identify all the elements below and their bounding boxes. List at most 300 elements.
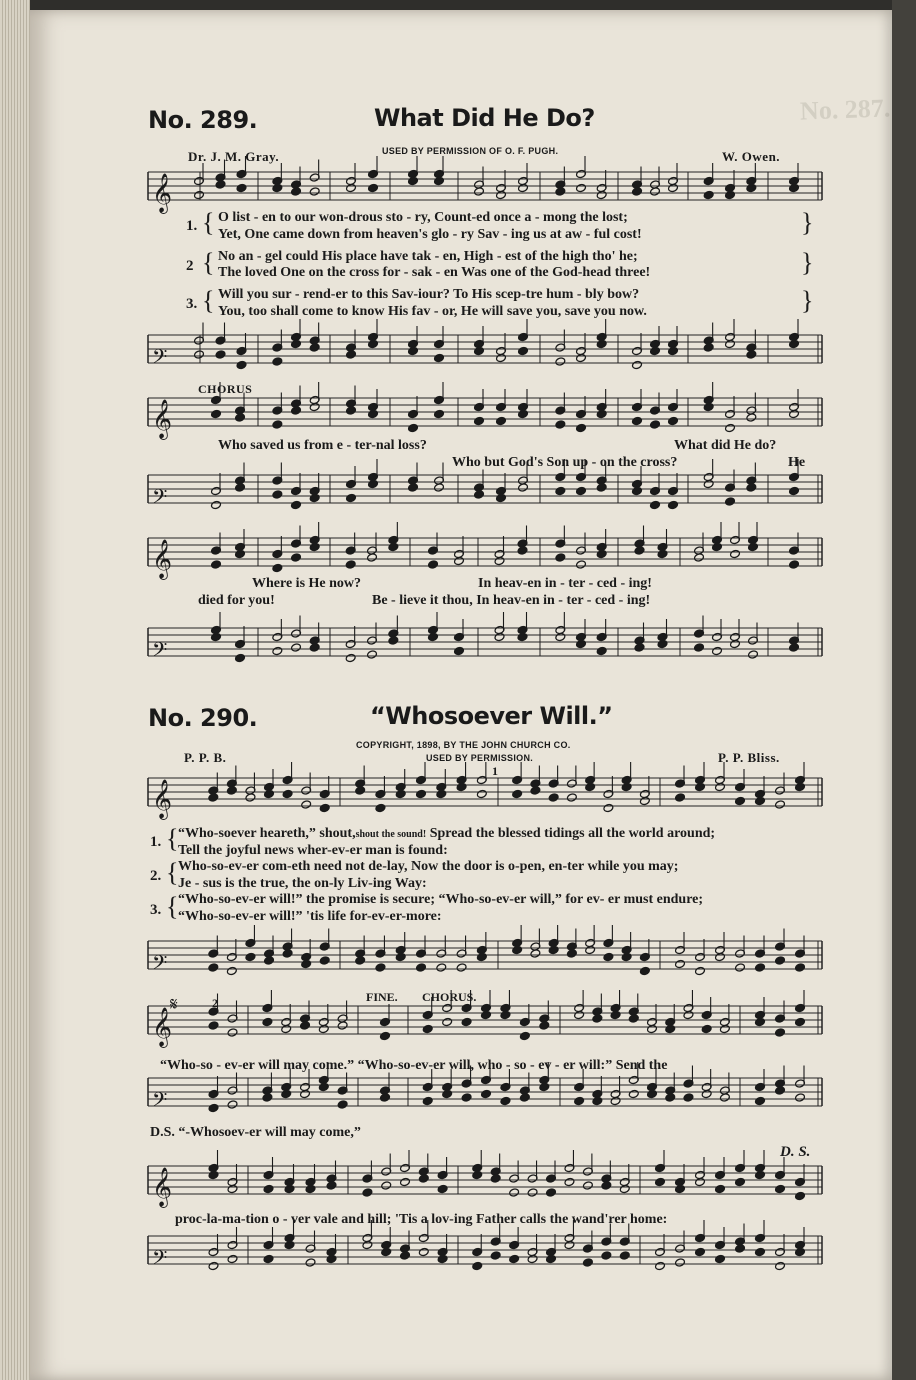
hymn-number: No. 289.: [148, 106, 258, 134]
note-head: [712, 646, 723, 655]
note-head: [362, 1240, 373, 1249]
composer-credit: W. Owen.: [722, 149, 781, 164]
note-head: [395, 789, 406, 798]
note-head: [509, 1254, 520, 1263]
hymn-title: “Whosoever Will.”: [370, 702, 613, 730]
note-head: [719, 1093, 730, 1102]
note-head: [309, 493, 320, 502]
note-head: [400, 1177, 411, 1186]
chorus-lyric: “Who-so - ev-er will may come.” “Who-so-ev-er will, who - so - ev - er will:” Send the: [160, 1058, 668, 1073]
note-head: [775, 1184, 786, 1193]
note-head: [380, 1093, 391, 1102]
note-head: [610, 1010, 621, 1019]
note-head: [683, 1010, 694, 1019]
note-head: [715, 782, 726, 791]
verse-brace: }: [801, 208, 814, 237]
note-head: [695, 1177, 706, 1186]
note-head: [789, 183, 800, 192]
verse-brace: {: [202, 208, 215, 237]
note-head: [576, 639, 587, 648]
note-head: [456, 782, 467, 791]
note-head: [472, 1261, 483, 1270]
note-head: [272, 420, 283, 429]
note-head: [368, 479, 379, 488]
note-head: [512, 789, 523, 798]
note-head: [208, 1021, 219, 1030]
note-head: [715, 952, 726, 961]
note-head: [675, 959, 686, 968]
note-head: [235, 549, 246, 558]
note-head: [208, 793, 219, 802]
note-head: [496, 493, 507, 502]
verse-brace: {: [166, 824, 179, 853]
note-head: [235, 483, 246, 492]
note-head: [703, 190, 714, 199]
note-head: [355, 956, 366, 965]
note-head: [576, 353, 587, 362]
note-head: [585, 782, 596, 791]
note-head: [367, 553, 378, 562]
treble-clef: 𝄞: [152, 539, 173, 579]
note-head: [494, 632, 505, 641]
note-head: [512, 945, 523, 954]
note-head: [281, 1024, 292, 1033]
note-head: [208, 1103, 219, 1112]
chorus-lyric: died for you!: [198, 593, 275, 608]
note-head: [548, 793, 559, 802]
verse-brace: }: [801, 248, 814, 277]
note-head: [725, 497, 736, 506]
note-head: [208, 1170, 219, 1179]
note-head: [795, 1247, 806, 1256]
note-head: [388, 636, 399, 645]
permission-notice: USED BY PERMISSION.: [426, 753, 534, 763]
lyricist-credit: Dr. J. M. Gray.: [188, 149, 280, 164]
note-head: [650, 500, 661, 509]
note-head: [775, 800, 786, 809]
note-head: [582, 1258, 593, 1267]
note-head: [264, 789, 275, 798]
note-head: [748, 650, 759, 659]
segno-sign: 𝄋: [170, 994, 178, 1015]
note-head: [282, 949, 293, 958]
note-head: [408, 423, 419, 432]
note-head: [712, 542, 723, 551]
note-head: [408, 346, 419, 355]
note-head: [675, 1184, 686, 1193]
note-head: [346, 493, 357, 502]
note-head: [632, 486, 643, 495]
note-head: [428, 632, 439, 641]
note-head: [461, 1017, 472, 1026]
chorus-lyric: proc-la-ma-tion o - ver vale and hill; 'Tis a lov-ing Father calls the wand'rer home:: [175, 1212, 668, 1227]
note-head: [345, 560, 356, 569]
note-head: [500, 1096, 511, 1105]
note-head: [668, 183, 679, 192]
note-head: [291, 406, 302, 415]
note-head: [639, 796, 650, 805]
ds-label: D. S.: [780, 1144, 811, 1160]
verse-number: 1.: [150, 834, 162, 850]
note-head: [703, 479, 714, 488]
note-head: [262, 1017, 273, 1026]
note-head: [436, 789, 447, 798]
verse-2-line-2: The loved One on the cross for - sak - en Was one of the God-head three!: [218, 265, 651, 280]
note-head: [454, 646, 465, 655]
note-head: [582, 1181, 593, 1190]
note-head: [775, 956, 786, 965]
note-head: [226, 786, 237, 795]
note-head: [694, 643, 705, 652]
note-head: [576, 560, 587, 569]
first-ending-mark: 1: [492, 764, 498, 778]
note-head: [422, 1096, 433, 1105]
note-head: [211, 500, 222, 509]
note-head: [601, 1181, 612, 1190]
note-head: [755, 963, 766, 972]
note-head: [632, 187, 643, 196]
note-head: [703, 343, 714, 352]
note-head: [566, 949, 577, 958]
treble-clef: 𝄞: [152, 1167, 173, 1207]
note-head: [517, 632, 528, 641]
note-head: [632, 360, 643, 369]
note-head: [496, 353, 507, 362]
note-head: [437, 1254, 448, 1263]
note-head: [346, 350, 357, 359]
note-head: [301, 959, 312, 968]
note-head: [555, 486, 566, 495]
note-head: [301, 800, 312, 809]
note-head: [546, 1188, 557, 1197]
note-head: [226, 966, 237, 975]
note-head: [418, 1174, 429, 1183]
note-head: [434, 483, 445, 492]
note-head: [621, 782, 632, 791]
verse-3-line-2: You, too shall come to know His fav - or, He will save you, save you now.: [218, 304, 647, 319]
note-head: [795, 782, 806, 791]
note-head: [211, 632, 222, 641]
treble-clef: 𝄞: [152, 779, 173, 819]
verse-2-line-1: Who-so-ev-er com-eth need not de-lay, Now the door is o-pen, en-ter while you may;: [178, 859, 679, 874]
note-head: [474, 416, 485, 425]
note-head: [596, 483, 607, 492]
note-head: [474, 187, 485, 196]
note-head: [235, 413, 246, 422]
note-head: [272, 563, 283, 572]
note-head: [518, 346, 529, 355]
note-head: [650, 346, 661, 355]
verse-1-line-1: “Who-soever heareth,” shout,shout the sound! Spread the blessed tidings all the world around;: [178, 826, 716, 841]
note-head: [422, 1024, 433, 1033]
fine-label: FINE.: [366, 990, 398, 1004]
note-head: [655, 1261, 666, 1270]
note-head: [368, 183, 379, 192]
note-head: [262, 1093, 273, 1102]
note-head: [755, 796, 766, 805]
note-head: [546, 1254, 557, 1263]
note-head: [442, 1089, 453, 1098]
note-head: [375, 803, 386, 812]
treble-clef: 𝄞: [152, 1007, 173, 1047]
note-head: [715, 1184, 726, 1193]
note-head: [701, 1089, 712, 1098]
bass-clef: 𝄢: [152, 1088, 168, 1116]
note-head: [519, 1093, 530, 1102]
note-head: [476, 789, 487, 798]
lyricist-credit: P. P. B.: [184, 750, 227, 765]
copyright-notice: COPYRIGHT, 1898, BY THE JOHN CHURCH CO.: [356, 740, 571, 750]
note-head: [574, 1010, 585, 1019]
verse-3-line-1: Will you sur - rend-er to this Sav-iour? To His scep-tre hum - bly bow?: [218, 287, 640, 302]
note-head: [434, 353, 445, 362]
note-head: [657, 549, 668, 558]
note-head: [272, 183, 283, 192]
note-head: [428, 560, 439, 569]
verse-number: 3.: [150, 902, 162, 918]
note-head: [519, 1031, 530, 1040]
note-head: [496, 416, 507, 425]
note-head: [735, 1177, 746, 1186]
note-head: [291, 553, 302, 562]
note-head: [668, 416, 679, 425]
chorus-lyric: Who but God's Son up - on the cross?: [452, 455, 678, 470]
treble-clef: 𝄞: [152, 399, 173, 439]
bass-clef: 𝄢: [152, 345, 168, 373]
note-head: [755, 1247, 766, 1256]
note-head: [337, 1100, 348, 1109]
note-head: [291, 500, 302, 509]
note-head: [442, 1017, 453, 1026]
note-head: [319, 803, 330, 812]
note-head: [494, 556, 505, 565]
note-head: [500, 1010, 511, 1019]
note-head: [474, 346, 485, 355]
note-head: [619, 1251, 630, 1260]
note-head: [305, 1184, 316, 1193]
note-head: [695, 782, 706, 791]
note-head: [388, 542, 399, 551]
note-head: [574, 1096, 585, 1105]
note-head: [730, 639, 741, 648]
note-head: [416, 789, 427, 798]
segno-number: 2: [212, 996, 218, 1010]
note-head: [245, 952, 256, 961]
note-head: [518, 483, 529, 492]
note-head: [746, 350, 757, 359]
verse-1-line-2: Tell the joyful news wher-ev-er man is found:: [178, 843, 448, 858]
note-head: [346, 406, 357, 415]
note-head: [291, 643, 302, 652]
note-head: [264, 956, 275, 965]
note-head: [695, 1247, 706, 1256]
note-head: [481, 1089, 492, 1098]
note-head: [746, 183, 757, 192]
verse-3-line-2: “Who-so-ev-er will!” 'tis life for-ev-er-more:: [178, 909, 442, 924]
bass-clef: 𝄢: [152, 1246, 168, 1274]
note-head: [564, 1177, 575, 1186]
note-head: [601, 1251, 612, 1260]
note-head: [319, 956, 330, 965]
note-head: [227, 1028, 238, 1037]
note-head: [719, 1024, 730, 1033]
note-head: [715, 1254, 726, 1263]
note-head: [345, 653, 356, 662]
hymn-title: What Did He Do?: [374, 104, 595, 132]
note-head: [610, 1096, 621, 1105]
verse-1-line-2: Yet, One came down from heaven's glo - ry Sav - ing us at aw - ful cost!: [218, 227, 642, 242]
treble-clef: 𝄞: [152, 173, 173, 213]
note-head: [309, 343, 320, 352]
note-head: [755, 1170, 766, 1179]
note-head: [566, 793, 577, 802]
note-head: [215, 350, 226, 359]
note-head: [454, 556, 465, 565]
note-head: [367, 650, 378, 659]
note-head: [755, 1096, 766, 1105]
note-head: [564, 1240, 575, 1249]
note-head: [735, 796, 746, 805]
note-head: [309, 187, 320, 196]
note-head: [655, 1177, 666, 1186]
note-head: [368, 409, 379, 418]
note-head: [555, 632, 566, 641]
note-head: [381, 1181, 392, 1190]
note-head: [318, 1024, 329, 1033]
note-head: [795, 1017, 806, 1026]
verse-brace: {: [166, 892, 179, 921]
note-head: [775, 1261, 786, 1270]
note-head: [416, 963, 427, 972]
note-head: [381, 1247, 392, 1256]
note-head: [375, 963, 386, 972]
chorus-label: CHORUS: [198, 382, 253, 396]
note-head: [380, 1031, 391, 1040]
note-head: [309, 542, 320, 551]
note-head: [795, 1093, 806, 1102]
verse-2-line-1: No an - gel could His place have tak - en, High - est of the high tho' he;: [218, 249, 638, 264]
note-head: [527, 1188, 538, 1197]
note-head: [755, 1017, 766, 1026]
note-head: [650, 187, 661, 196]
verse-brace: }: [801, 286, 814, 315]
ds-lyric: D.S. “-Whosoev-er will may come,”: [150, 1125, 361, 1140]
note-head: [675, 1258, 686, 1267]
note-head: [490, 1174, 501, 1183]
verse-brace: {: [202, 286, 215, 315]
note-head: [555, 357, 566, 366]
note-head: [318, 1082, 329, 1091]
note-head: [236, 360, 247, 369]
note-head: [748, 542, 759, 551]
note-head: [650, 420, 661, 429]
note-head: [474, 490, 485, 499]
note-head: [665, 1024, 676, 1033]
permission-notice: USED BY PERMISSION OF O. F. PUGH.: [382, 146, 559, 156]
verse-brace: {: [166, 858, 179, 887]
note-head: [596, 646, 607, 655]
note-head: [194, 350, 205, 359]
note-head: [527, 1254, 538, 1263]
note-head: [346, 183, 357, 192]
note-head: [517, 546, 528, 555]
note-head: [795, 1191, 806, 1200]
verse-2-line-2: Je - sus is the true, the on-ly Liv-ing Way:: [178, 876, 427, 891]
note-head: [518, 409, 529, 418]
note-head: [668, 500, 679, 509]
note-head: [326, 1181, 337, 1190]
note-head: [281, 1089, 292, 1098]
note-head: [530, 949, 541, 958]
note-head: [789, 560, 800, 569]
note-head: [227, 1184, 238, 1193]
note-head: [634, 546, 645, 555]
note-head: [735, 963, 746, 972]
composer-credit: P. P. Bliss.: [718, 750, 780, 765]
note-head: [694, 553, 705, 562]
note-head: [592, 1096, 603, 1105]
note-head: [434, 176, 445, 185]
note-head: [437, 1184, 448, 1193]
note-head: [725, 190, 736, 199]
note-head: [746, 483, 757, 492]
bass-clef: 𝄢: [152, 951, 168, 979]
note-head: [592, 1014, 603, 1023]
note-head: [472, 1170, 483, 1179]
note-head: [634, 643, 645, 652]
note-head: [730, 549, 741, 558]
note-head: [272, 646, 283, 655]
chorus-label: CHORUS.: [422, 990, 477, 1004]
verse-number: 2: [186, 258, 194, 274]
note-head: [596, 409, 607, 418]
note-head: [596, 549, 607, 558]
note-head: [585, 945, 596, 954]
note-head: [309, 643, 320, 652]
note-head: [227, 1254, 238, 1263]
note-head: [668, 346, 679, 355]
note-head: [326, 1254, 337, 1263]
note-head: [291, 339, 302, 348]
note-head: [683, 1093, 694, 1102]
note-head: [284, 1240, 295, 1249]
note-head: [725, 339, 736, 348]
bass-clef: 𝄢: [152, 485, 168, 513]
note-head: [227, 1100, 238, 1109]
note-head: [795, 963, 806, 972]
verse-1-line-1: O list - en to our won-drous sto - ry, Count-ed once a - mong the lost;: [218, 210, 628, 225]
note-head: [576, 423, 587, 432]
note-head: [555, 187, 566, 196]
note-head: [789, 643, 800, 652]
note-head: [539, 1082, 550, 1091]
note-head: [647, 1024, 658, 1033]
hymn-number: No. 290.: [148, 704, 258, 732]
note-head: [236, 183, 247, 192]
note-head: [490, 1251, 501, 1260]
verse-3-line-1: “Who-so-ev-er will!” the promise is secure; “Who-so-ev-er will,” for ev- er must endure;: [178, 892, 704, 907]
note-head: [509, 1188, 520, 1197]
note-head: [576, 183, 587, 192]
note-head: [245, 793, 256, 802]
note-head: [775, 1086, 786, 1095]
note-head: [695, 966, 706, 975]
note-head: [408, 176, 419, 185]
chorus-lyric: Where is He now?: [252, 576, 362, 591]
note-head: [619, 1184, 630, 1193]
note-head: [789, 409, 800, 418]
note-head: [481, 1010, 492, 1019]
